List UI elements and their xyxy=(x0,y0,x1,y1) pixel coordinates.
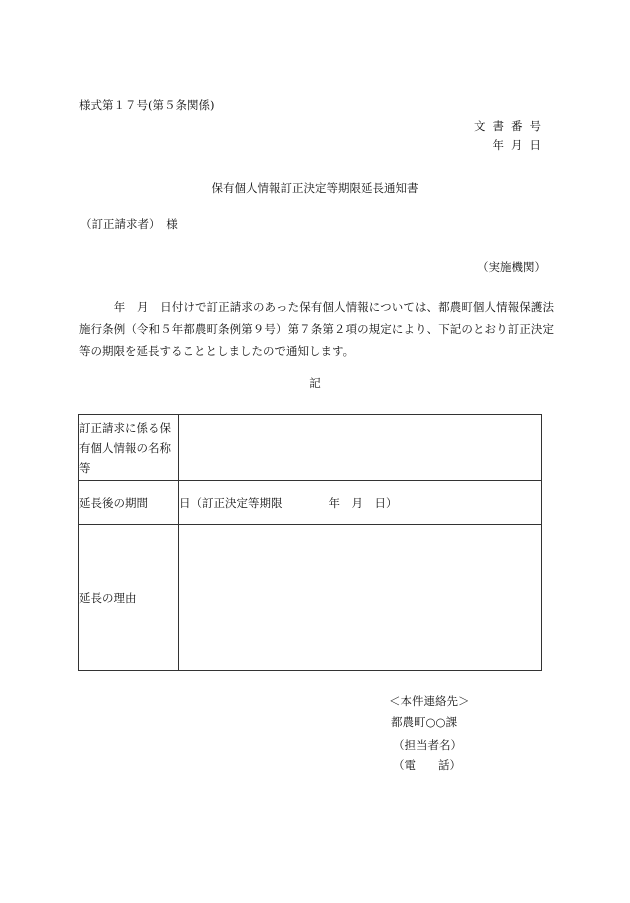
table-row xyxy=(79,525,542,671)
contact-phone-open: （電 xyxy=(393,758,416,772)
date-label: 年月日 xyxy=(492,138,548,152)
page-title: 保有個人情報訂正決定等期限延長通知書 xyxy=(211,181,419,195)
contact-phone-close: 話） xyxy=(438,758,461,772)
notice-body-text: 年 月 日付けで訂正請求のあった保有個人情報については、都農町個人情報保護法施行条例（令和５年都農町条例第９号）第７条第２項の規定により、下記のとおり訂正決定等の期限を延長することとしましたので通知します。 xyxy=(79,300,554,358)
contact-phone xyxy=(393,760,461,772)
issuing-agency: （実施機関） xyxy=(477,260,546,274)
ki-heading: 記 xyxy=(309,376,321,390)
table-row xyxy=(79,415,542,481)
extension-reason-value xyxy=(179,525,542,671)
contact-heading: ＜本件連絡先＞ xyxy=(389,694,470,708)
notice-details-table xyxy=(78,414,542,671)
personal-info-name-value xyxy=(179,415,542,481)
addressee: （訂正請求者） 様 xyxy=(80,217,178,231)
contact-department: 都農町○○課 xyxy=(391,715,458,729)
personal-info-name-label: 訂正請求に係る保有個人情報の名称等 xyxy=(79,415,179,481)
extended-period-label: 延長後の期間 xyxy=(79,481,179,525)
extension-reason-label: 延長の理由 xyxy=(79,525,179,671)
contact-person: （担当者名） xyxy=(393,738,462,752)
form-number: 様式第１７号(第５条関係) xyxy=(79,98,215,112)
table-row xyxy=(79,481,542,525)
document-number-label: 文書番号 xyxy=(474,119,548,133)
extended-period-value: 日（訂正決定等期限 年 月 日） xyxy=(179,481,542,525)
